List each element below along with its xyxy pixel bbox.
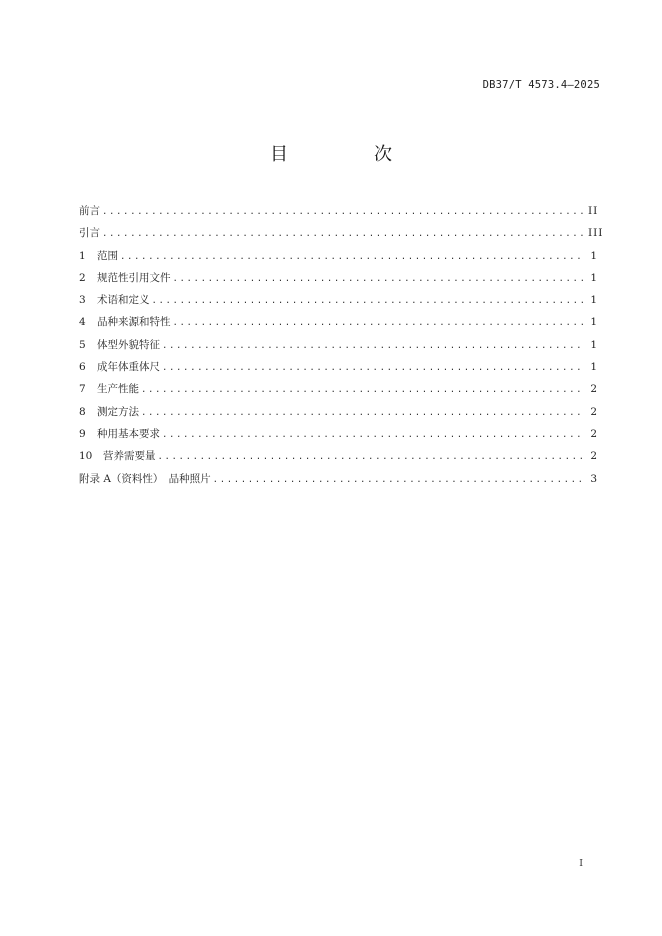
toc-dot-leader — [141, 402, 585, 424]
toc-entry[interactable] — [79, 423, 598, 445]
document-code: DB37/T 4573.4—2025 — [482, 79, 600, 91]
toc-entry-number: 1 — [79, 249, 86, 262]
toc-dot-leader — [102, 223, 585, 245]
toc-dot-leader — [120, 246, 585, 268]
toc-entry-label: 体型外貌特征 — [97, 338, 160, 351]
toc-dot-leader — [213, 469, 585, 491]
toc-entry-label: 规范性引用文件 — [97, 271, 171, 284]
toc-entry[interactable] — [79, 311, 598, 333]
toc-entry-page: II — [588, 205, 599, 217]
toc-entry-label: 附录 A（资料性） 品种照片 — [79, 472, 211, 485]
toc-entry-label: 测定方法 — [97, 405, 139, 418]
toc-entry[interactable] — [79, 401, 598, 423]
toc-entry-page: 2 — [590, 427, 598, 440]
toc-entry-page: 2 — [590, 383, 598, 396]
toc-dot-leader — [158, 446, 586, 468]
toc-entry-page: 1 — [590, 316, 598, 329]
toc-entry-page: 1 — [590, 249, 598, 262]
toc-entry-label: 前言 — [79, 205, 100, 217]
toc-entry-label: 引言 — [79, 227, 100, 240]
toc-entry-label: 范围 — [97, 249, 118, 262]
toc-entry-label: 种用基本要求 — [97, 427, 160, 440]
toc-dot-leader — [152, 290, 586, 312]
toc-entry-page: 1 — [590, 294, 598, 307]
toc-entry[interactable] — [79, 289, 598, 311]
toc-entry[interactable] — [79, 356, 598, 378]
toc-dot-leader — [162, 357, 585, 379]
toc-entry-page: 1 — [590, 361, 598, 374]
toc-entry-page: 3 — [590, 472, 598, 485]
toc-dot-leader — [173, 268, 586, 290]
toc-entry-number: 7 — [79, 383, 86, 396]
toc-entry-page: 1 — [590, 271, 598, 284]
toc-title: 目 次 — [270, 144, 426, 165]
toc-entry[interactable] — [79, 378, 598, 400]
toc-entry[interactable] — [79, 445, 598, 467]
toc-entry-number: 9 — [79, 427, 86, 440]
toc-entry-page: 1 — [590, 338, 598, 351]
toc-entry-number: 10 — [79, 450, 93, 463]
toc-dot-leader — [141, 379, 585, 401]
toc-entry-label: 品种来源和特性 — [97, 316, 171, 329]
toc-entry-number: 5 — [79, 338, 86, 351]
toc-entry[interactable] — [79, 334, 598, 356]
toc-entry[interactable] — [79, 245, 598, 267]
toc-entry-page: III — [588, 227, 604, 240]
toc-dot-leader — [102, 201, 585, 223]
toc-entry[interactable] — [79, 267, 598, 289]
toc-entry-label: 成年体重体尺 — [97, 361, 160, 374]
toc-dot-leader — [173, 312, 586, 334]
toc-entry-number: 4 — [79, 316, 86, 329]
toc-entry-number: 2 — [79, 271, 86, 284]
toc-entry-page: 2 — [590, 405, 598, 418]
toc-entry-label: 术语和定义 — [97, 294, 150, 307]
toc-dot-leader — [162, 335, 585, 357]
toc-entry-number: 8 — [79, 405, 86, 418]
toc-entry-number: 3 — [79, 294, 86, 307]
toc-list — [79, 200, 604, 490]
toc-entry-page: 2 — [590, 450, 598, 463]
toc-entry[interactable] — [79, 468, 598, 490]
toc-entry[interactable] — [79, 222, 604, 244]
toc-entry-label: 营养需要量 — [103, 450, 156, 463]
toc-entry-number: 6 — [79, 361, 86, 374]
page-number: I — [579, 858, 583, 869]
toc-entry[interactable] — [79, 200, 598, 222]
toc-entry-label: 生产性能 — [97, 383, 139, 396]
toc-dot-leader — [162, 424, 585, 446]
